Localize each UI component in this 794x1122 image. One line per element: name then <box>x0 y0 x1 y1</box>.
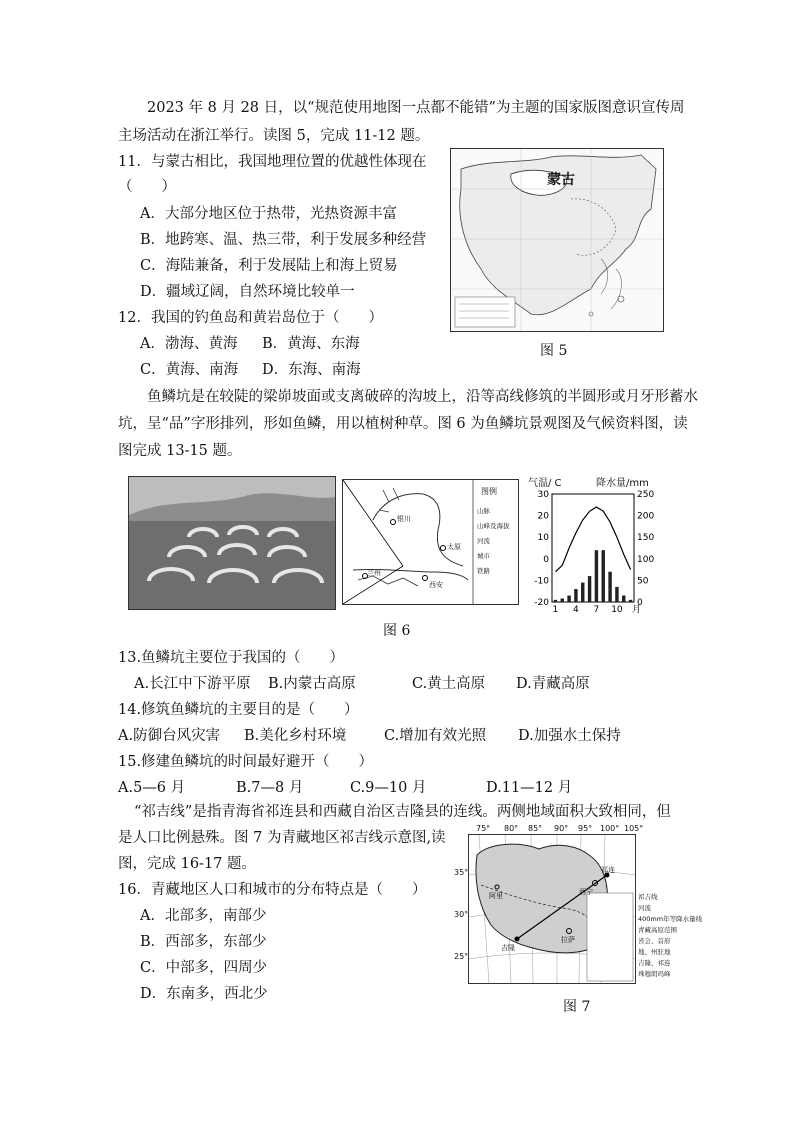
q15-option-b: B.7—8 月 <box>236 780 304 796</box>
precip-bar <box>602 550 605 602</box>
legend-qiji-line: 祁吉线 <box>638 893 658 901</box>
place-taiyuan: 太原 <box>447 543 461 551</box>
precip-bar <box>615 587 618 602</box>
q11-stem: 11．与蒙古相比，我国地理位置的优越性体现在 <box>118 154 427 170</box>
precip-bar <box>629 600 632 602</box>
figure-5-caption: 图 5 <box>540 343 568 359</box>
q12-stem: 12．我国的钓鱼岛和黄岩岛位于（ ） <box>118 310 383 326</box>
month-tick-label: 4 <box>573 605 579 614</box>
temperature-line <box>555 507 630 572</box>
legend-capital: 省会、首府 <box>638 937 671 945</box>
legend-rivers: 河流 <box>638 904 651 912</box>
temp-tick-label: 20 <box>537 511 549 522</box>
place-lanzhou: 兰州 <box>367 569 381 577</box>
q14-option-a: A.防御台风灾害 <box>118 728 221 744</box>
precip-bar <box>574 589 577 602</box>
precip-bar <box>581 583 584 602</box>
precip-tick-label: 0 <box>637 598 643 608</box>
q13-option-b: B.内蒙古高原 <box>268 676 356 692</box>
q14-option-d: D.加强水土保持 <box>518 728 621 744</box>
q11-option-d: D．疆域辽阔，自然环境比较单一 <box>140 284 355 300</box>
lat-35: 35° <box>454 868 469 877</box>
q16-option-d: D．东南多，西北少 <box>140 986 268 1002</box>
month-axis-label: 月 <box>632 605 642 614</box>
month-tick-label: 1 <box>552 605 559 614</box>
legend-railway: 铁路 <box>477 567 490 575</box>
precip-tick-label: 100 <box>637 554 655 565</box>
lon-95: 95° <box>578 824 593 833</box>
qinghai-tibet-map <box>468 834 636 984</box>
fig7-legend <box>638 892 710 980</box>
precip-bar <box>561 599 564 602</box>
precip-axis-label: 降水量/mm <box>596 478 649 489</box>
intro3-line-1: “祁吉线”是指青海省祁连县和西藏自治区吉隆县的连线。两侧地域面积大致相同，但 <box>134 804 671 820</box>
precip-bar <box>622 596 625 602</box>
precip-bar <box>588 576 591 602</box>
q11-option-c: C．海陆兼备，利于发展陆上和海上贸易 <box>140 258 398 274</box>
q16-option-a: A．北部多，南部少 <box>140 908 267 924</box>
lat-30: 30° <box>454 910 469 919</box>
temp-tick-label: -20 <box>534 598 549 608</box>
place-ali: 阿里 <box>489 892 503 900</box>
q11-blank: （ ） <box>118 179 176 195</box>
q16-option-b: B．西部多，东部少 <box>140 934 267 950</box>
lon-100: 100° <box>600 824 620 833</box>
intro-line-1: 2023 年 8 月 28 日，以“规范使用地图一点都不能错”为主题的国家版图意识宣传周 <box>147 100 685 116</box>
map-legend-title: 图例 <box>481 487 497 496</box>
intro2-line-1: 鱼鳞坑是在较陡的梁峁坡面或支离破碎的沟坡上，沿等高线修筑的半圆形或月牙形蓄水 <box>147 389 698 405</box>
q16-stem: 16．青藏地区人口和城市的分布特点是（ ） <box>118 882 427 898</box>
month-tick-label: 10 <box>611 605 623 614</box>
intro2-line-2: 坑，呈“品”字形排列，形如鱼鳞，用以植树种草。图 6 为鱼鳞坑景观图及气候资料图，读 <box>118 416 688 432</box>
q12-option-c: C．黄海、南海 <box>140 362 239 378</box>
precip-bar <box>554 600 557 602</box>
legend-city: 城市 <box>477 552 490 560</box>
precip-bar <box>567 596 570 602</box>
legend-peak: 山峰及海拔 <box>477 522 510 530</box>
q15-option-c: C.9—10 月 <box>350 780 427 796</box>
legend-river: 河流 <box>477 537 490 545</box>
intro3-line-2: 是人口比例悬殊。图 7 为青藏地区祁吉线示意图,读 <box>118 830 446 846</box>
precip-bar <box>595 550 598 602</box>
precip-tick-label: 150 <box>637 533 655 544</box>
figure-5-map <box>450 148 664 332</box>
legend-isohyet: 400mm年等降水量线 <box>638 915 703 923</box>
climate-plot <box>528 474 668 614</box>
q13-option-a: A.长江中下游平原 <box>134 676 251 692</box>
lon-105: 105° <box>624 824 644 833</box>
intro-line-2: 主场活动在浙江举行。读图 5，完成 11-12 题。 <box>118 128 430 144</box>
temp-tick-label: -10 <box>534 576 549 587</box>
legend-everest: 珠穆朗玛峰 <box>638 970 671 978</box>
precip-bar <box>608 572 611 602</box>
q15-option-d: D.11—12 月 <box>486 780 573 796</box>
lon-85: 85° <box>528 824 543 833</box>
q16-option-c: C．中部多，四周少 <box>140 960 268 976</box>
month-tick-label: 7 <box>593 605 600 614</box>
q15-stem: 15.修建鱼鳞坑的时间最好避开（ ） <box>118 754 374 770</box>
fish-scale-pit-photo <box>128 476 336 610</box>
q13-option-c: C.黄土高原 <box>412 676 486 692</box>
precip-tick-label: 250 <box>637 490 655 500</box>
temp-tick-label: 30 <box>537 490 549 500</box>
legend-jilong-qilian: 吉隆、祁连 <box>638 959 671 967</box>
temp-tick-label: 10 <box>537 533 549 544</box>
loess-plateau-map <box>342 479 519 605</box>
place-xian: 西安 <box>429 581 443 589</box>
q13-stem: 13.鱼鳞坑主要位于我国的（ ） <box>118 650 345 666</box>
intro3-line-3: 图，完成 16-17 题。 <box>118 856 257 872</box>
lon-80: 80° <box>504 824 519 833</box>
place-xining: 西宁 <box>579 888 593 896</box>
intro2-line-3: 图完成 13-15 题。 <box>118 443 242 459</box>
q14-option-c: C.增加有效光照 <box>384 728 487 744</box>
climate-chart <box>528 474 668 614</box>
q12-option-b: B．黄海、东海 <box>262 336 360 352</box>
legend-plateau-range: 青藏高原范围 <box>638 926 677 934</box>
temp-axis-label: 气温/ C <box>528 478 562 489</box>
mongolia-label: 蒙古 <box>547 172 575 188</box>
map-legend <box>477 504 510 579</box>
q13-option-d: D.青藏高原 <box>516 676 590 692</box>
lon-90: 90° <box>554 824 569 833</box>
place-yinchuan: 银川 <box>397 515 411 523</box>
q14-option-b: B.美化乡村环境 <box>244 728 347 744</box>
figure-7-caption: 图 7 <box>563 999 591 1015</box>
q11-option-b: B．地跨寒、温、热三带，利于发展多种经营 <box>140 232 427 248</box>
precip-tick-label: 200 <box>637 511 655 522</box>
precip-tick-label: 50 <box>637 576 649 587</box>
legend-prefecture: 地、州驻地 <box>638 948 671 956</box>
q12-option-a: A．渤海、黄海 <box>140 336 238 352</box>
fig7-lon-labels <box>472 824 644 834</box>
place-qilian: 祁连 <box>601 866 615 874</box>
temp-tick-label: 0 <box>543 554 549 565</box>
place-jilong: 吉隆 <box>501 944 515 952</box>
legend-mountain: 山脉 <box>477 507 490 515</box>
figure-6-caption: 图 6 <box>383 623 411 639</box>
q12-option-d: D．东海、南海 <box>262 362 361 378</box>
lon-75: 75° <box>476 824 491 833</box>
lat-25: 25° <box>454 952 469 961</box>
place-lhasa: 拉萨 <box>561 936 575 944</box>
q14-stem: 14.修筑鱼鳞坑的主要目的是（ ） <box>118 702 359 718</box>
q11-option-a: A．大部分地区位于热带，光热资源丰富 <box>140 206 397 222</box>
q15-option-a: A.5—6 月 <box>118 780 186 796</box>
